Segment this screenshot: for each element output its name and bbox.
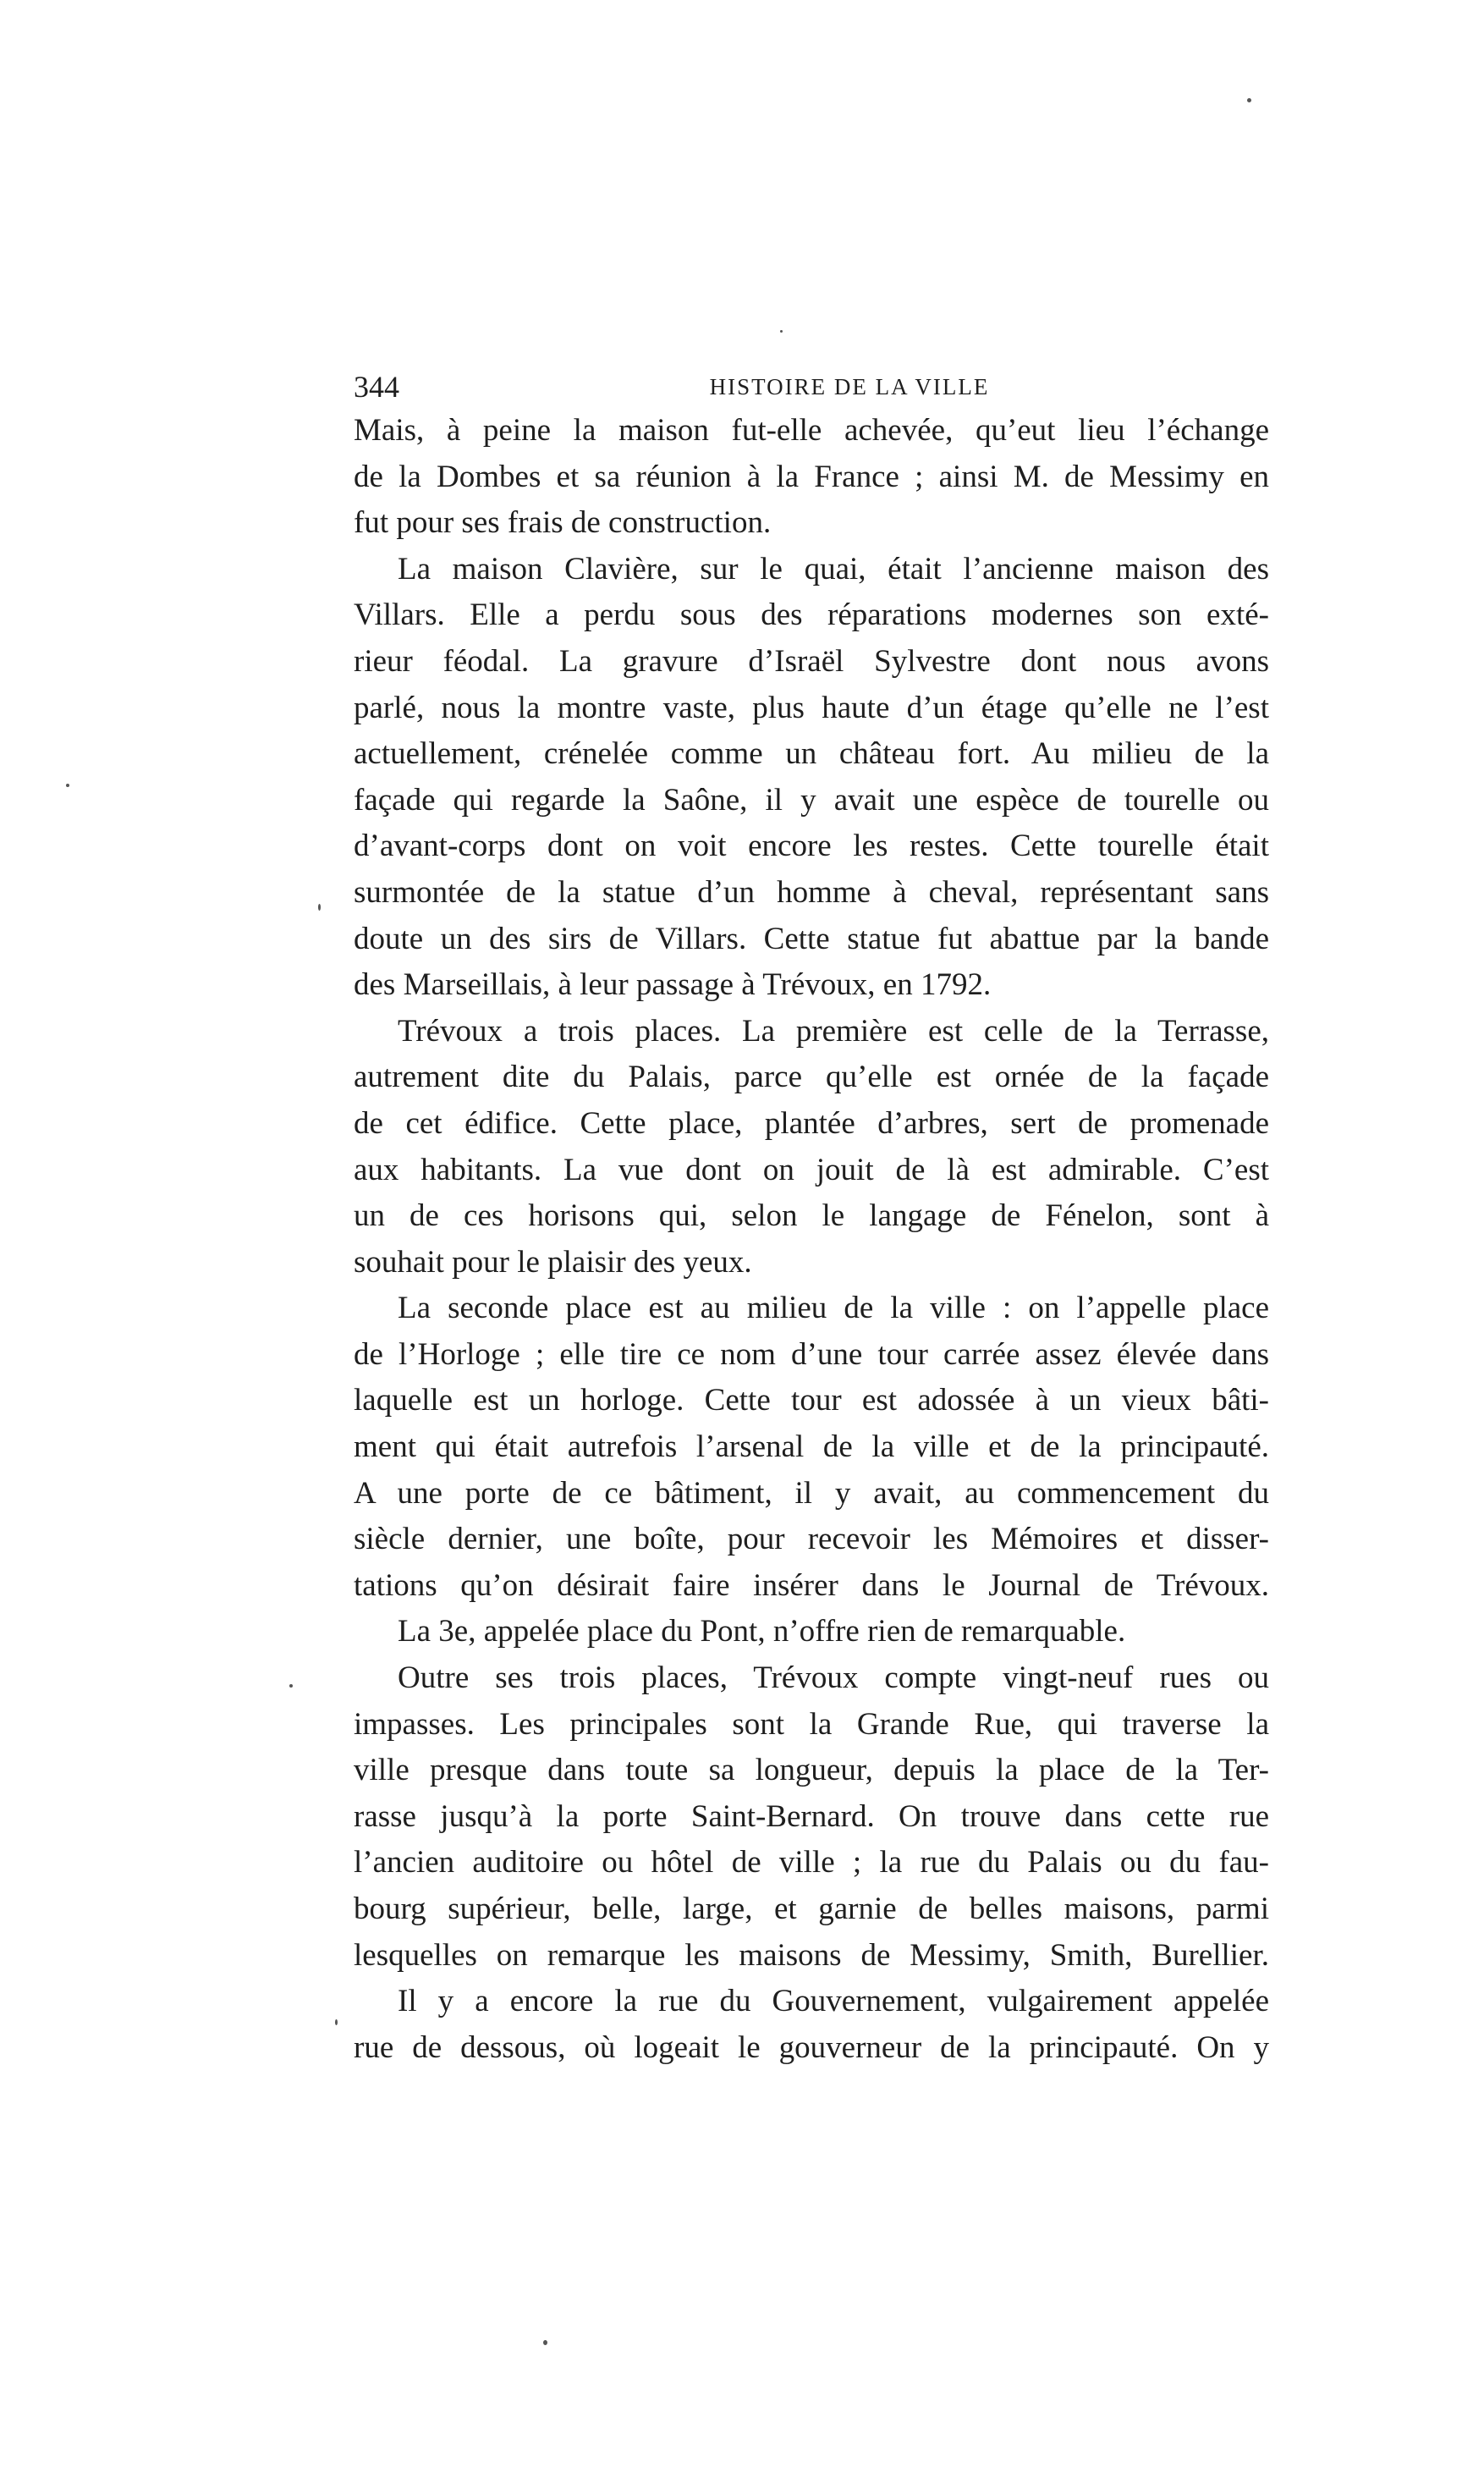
scan-speck [289,1684,293,1688]
text-line: aux habitants. La vue dont on jouit de là est admirable. C’est [354,1152,1269,1187]
text-line: Trévoux a trois places. La première est celle de la Terrasse, [398,1013,1269,1049]
scan-speck [335,2019,338,2025]
text-line: Villars. Elle a perdu sous des réparations modernes son exté- [354,597,1269,633]
scan-speck [543,2340,547,2345]
text-line: rue de dessous, où logeait le gouverneur de la principauté. On y [354,2029,1269,2065]
text-line: Mais, à peine la maison fut-elle achevée, qu’eut lieu l’échange [354,413,1269,448]
text-line: La seconde place est au milieu de la ville : on l’appelle place [398,1291,1269,1326]
text-line: laquelle est un horloge. Cette tour est adossée à un vieux bâti- [354,1383,1269,1418]
scan-speck [1247,98,1251,102]
text-line: impasses. Les principales sont la Grande Rue, qui traverse la [354,1706,1269,1742]
running-title: HISTOIRE DE LA VILLE [709,374,990,399]
text-line: surmontée de la statue d’un homme à cheval, représentant sans [354,874,1269,910]
text-line: siècle dernier, une boîte, pour recevoir les Mémoires et disser- [354,1522,1269,1557]
text-line: La maison Clavière, sur le quai, était l’ancienne maison des [398,551,1269,586]
text-line: façade qui regarde la Saône, il y avait une espèce de tourelle ou [354,782,1269,818]
text-line: doute un des sirs de Villars. Cette statue fut abattue par la bande [354,921,1269,956]
text-line: un de ces horisons qui, selon le langage de Fénelon, sont à [354,1198,1269,1234]
text-line: de cet édifice. Cette place, plantée d’arbres, sert de promenade [354,1105,1269,1141]
text-line: A une porte de ce bâtiment, il y avait, au commencement du [354,1475,1269,1511]
running-header [354,366,1269,408]
text-line: ment qui était autrefois l’arsenal de la ville et de la principauté. [354,1429,1269,1465]
text-line: autrement dite du Palais, parce qu’elle est ornée de la façade [354,1060,1269,1095]
text-line: l’ancien auditoire ou hôtel de ville ; la rue du Palais ou du fau- [354,1845,1269,1881]
body-text [354,408,1269,2071]
text-line: de la Dombes et sa réunion à la France ; ainsi M. de Messimy en [354,459,1269,494]
text-line: bourg supérieur, belle, large, et garnie de belles maisons, parmi [354,1892,1269,1926]
text-line: Outre ses trois places, Trévoux compte vingt-neuf rues ou [398,1660,1269,1696]
text-line: actuellement, crénelée comme un château fort. Au milieu de la [354,736,1269,772]
text-line: La 3e, appelée place du Pont, n’offre rien de remarquable. [398,1614,1126,1649]
page-number: 344 [354,370,399,404]
text-line: souhait pour le plaisir des yeux. [354,1244,752,1280]
text-line: des Marseillais, à leur passage à Trévoux, en 1792. [354,967,992,1003]
text-line: d’avant-corps dont on voit encore les restes. Cette tourelle était [354,829,1269,864]
text-line: rasse jusqu’à la porte Saint-Bernard. On trouve dans cette rue [354,1798,1269,1834]
scan-speck [780,330,783,333]
scan-speck [318,904,321,911]
text-line: tations qu’on désirait faire insérer dans le Journal de Trévoux. [354,1567,1269,1603]
text-line: fut pour ses frais de construction. [354,505,772,541]
text-line: ville presque dans toute sa longueur, depuis la place de la Ter- [354,1753,1269,1788]
text-line: parlé, nous la montre vaste, plus haute d’un étage qu’elle ne l’est [354,690,1269,725]
text-line: lesquelles on remarque les maisons de Messimy, Smith, Burellier. [354,1937,1269,1973]
text-line: rieur féodal. La gravure d’Israël Sylvestre dont nous avons [354,643,1269,679]
text-line: de l’Horloge ; elle tire ce nom d’une tour carrée assez élevée dans [354,1336,1269,1372]
scan-speck [66,784,69,787]
text-line: Il y a encore la rue du Gouvernement, vulgairement appelée [398,1984,1269,2019]
